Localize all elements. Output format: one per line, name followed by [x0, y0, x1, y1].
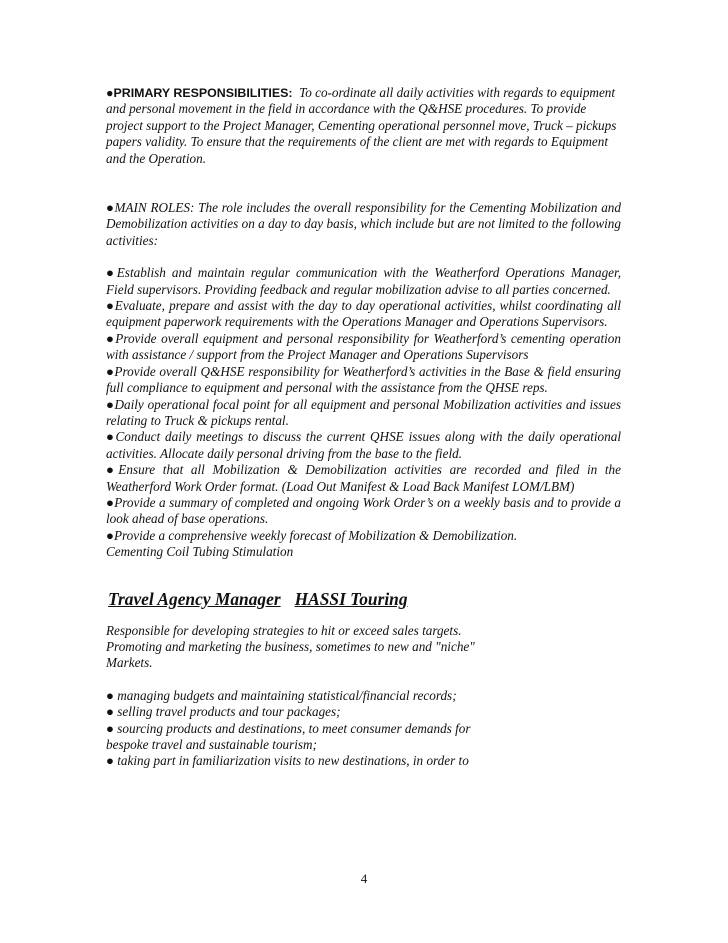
activity-item: ●Provide overall equipment and personal responsibility for Weatherford’s cementing operation with assistance / support from the Project Manager and Operations Supervisors — [106, 330, 621, 363]
activity-item: ●Establish and maintain regular communication with the Weatherford Operations Manager, Field supervisors. Providing feedback and regular mobilization advise to all parties concerned. — [106, 265, 621, 297]
job-summary — [106, 623, 621, 672]
duty-line: ● sourcing products and destinations, to meet consumer demands for — [106, 720, 471, 736]
main-roles-paragraph: ●MAIN ROLES: The role includes the overall responsibility for the Cementing Mobilization and Demobilization activities on a day to day basis, which include but are not limited to the following activities: — [106, 200, 621, 248]
activity-item: ●Ensure that all Mobilization & Demobilization activities are recorded and filed in the Weatherford Work Order format. (Load Out Manifest & Load Back Manifest LOM/LBM) — [106, 462, 621, 494]
duty-line: ● managing budgets and maintaining statistical/financial records; — [106, 687, 457, 703]
activity-item: ●Daily operational focal point for all equipment and personal Mobilization activities and issues relating to Truck & pickups rental. — [106, 396, 621, 428]
responsibilities-label: ●PRIMARY RESPONSIBILITIES: — [106, 86, 293, 100]
activities-list — [106, 265, 621, 544]
specialties-line: Cementing Coil Tubing Stimulation — [106, 544, 294, 560]
activity-item: ●Conduct daily meetings to discuss the current QHSE issues along with the daily operational activities. Allocate daily personal driving from the base to the field. — [106, 429, 621, 461]
activity-item: ●Provide overall Q&HSE responsibility for Weatherford’s activities in the Base & field ensuring full compliance to equipment and personal with the assistance from the QHSE reps. — [106, 363, 621, 396]
duty-line: bespoke travel and sustainable tourism; — [106, 737, 317, 752]
resume-page — [106, 85, 621, 770]
activity-item: ●Provide a summary of completed and ongoing Work Order’s on a weekly basis and to provide a look ahead of base operations. — [106, 494, 621, 527]
summary-line: Markets. — [106, 655, 153, 671]
responsibilities-paragraph — [106, 85, 621, 167]
job-heading — [108, 588, 621, 610]
activity-item: ●Provide a comprehensive weekly forecast of Mobilization & Demobilization. — [106, 527, 518, 543]
activity-item: ●Evaluate, prepare and assist with the day to day operational activities, whilst coordinating all equipment paperwork requirements with the Operations Manager and Operations Supervisors. — [106, 298, 621, 330]
summary-line: Responsible for developing strategies to hit or exceed sales targets. — [106, 622, 462, 638]
job-company: HASSI Touring — [294, 588, 408, 609]
responsibilities-text: To co-ordinate all daily activities with regards to equipment and personal movement in the field in accordance with the Q&HSE procedures. To provide project support to the Project Manager, Cementing operational personnel move, Truck – pickups papers validity. To ensure that the requirements of the client are met with regards to Equipment and the Operation. — [106, 85, 617, 166]
duty-line: ● taking part in familiarization visits to new destinations, in order to — [106, 753, 469, 769]
job-title: Travel Agency Manager — [108, 588, 281, 609]
duty-line: ● selling travel products and tour packages; — [106, 704, 341, 720]
page-number: 4 — [360, 871, 368, 886]
job-duties — [106, 688, 621, 770]
summary-line: Promoting and marketing the business, sometimes to new and "niche" — [106, 638, 475, 654]
